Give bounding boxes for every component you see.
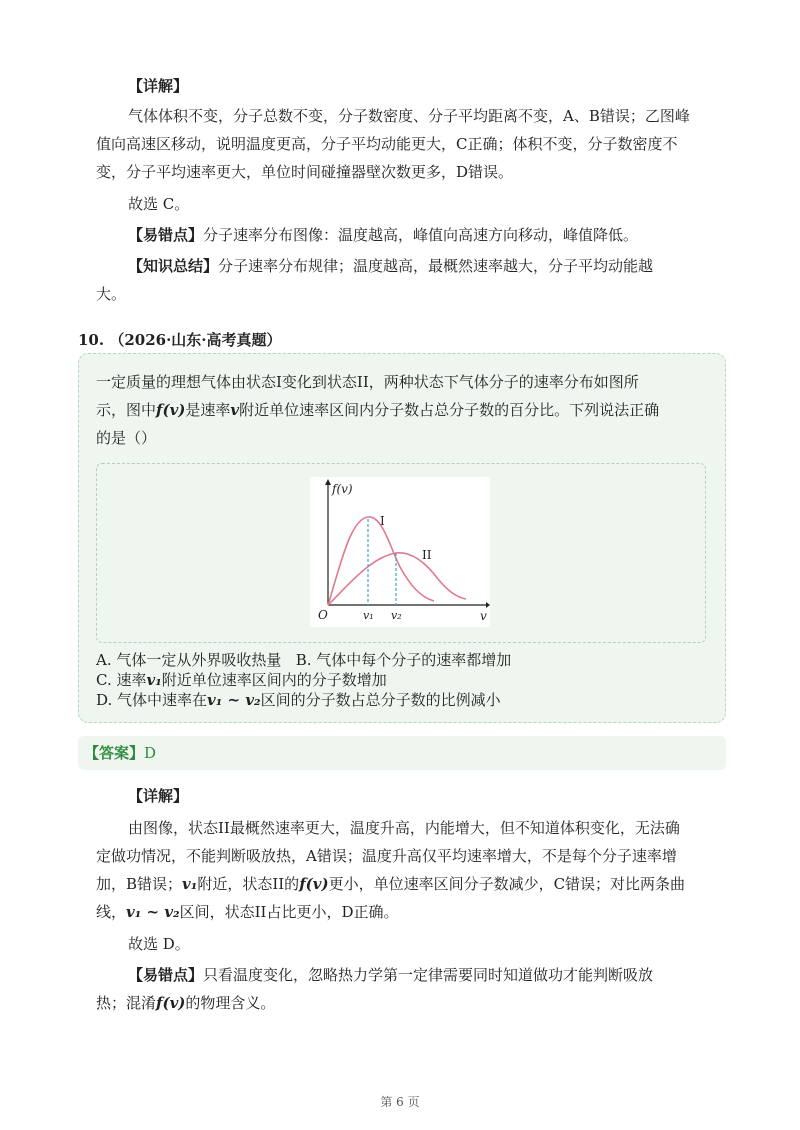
error-text: 只看温度变化，忽略热力学第一定律需要同时知道做功才能判断吸放 [203, 966, 654, 984]
summary [128, 252, 653, 280]
option-c-text: C. 速率 [96, 671, 147, 689]
detail-heading: 【详解】 [128, 77, 189, 95]
question-header: 10. （2026·山东·高考真题） [78, 331, 282, 349]
y-axis-label: f(v) [332, 482, 353, 496]
origin-label: O [318, 608, 328, 622]
error-point [128, 961, 653, 989]
option-d [96, 690, 501, 710]
option-b: B. 气体中每个分子的速率都增加 [295, 651, 512, 669]
question-line: 的是（） [96, 429, 157, 447]
question-line [96, 396, 659, 424]
detail-heading: 【详解】 [128, 787, 189, 805]
error-text: 分子速率分布图像：温度越高，峰值向高速方向移动，峰值降低。 [203, 226, 639, 244]
speed-distribution-figure [310, 477, 490, 627]
answer-value: D [144, 744, 157, 762]
choice-line: 故选 C。 [128, 195, 190, 213]
math-v1-v2: v₁ ~ v₂ [126, 903, 180, 921]
answer-box [78, 736, 726, 770]
error-point [128, 221, 638, 249]
question-text: 附近单位速率区间内分子数占总分子数的百分比。下列说法正确 [239, 401, 660, 419]
x-axis-label: v [480, 609, 487, 623]
math-v1: v₁ [182, 875, 198, 893]
summary-label: 【知识总结】 [128, 257, 219, 275]
math-fv: f(v) [156, 401, 186, 419]
question-text: 是速率 [185, 401, 231, 419]
math-v1-v2: v₁ ~ v₂ [207, 691, 261, 709]
detail-text: 区间，状态II占比更小，D正确。 [179, 903, 399, 921]
error-label: 【易错点】 [128, 226, 204, 244]
question-line: 一定质量的理想气体由状态I变化到状态II，两种状态下气体分子的速率分布如图所 [96, 373, 639, 391]
answer-label: 【答案】 [84, 744, 145, 762]
detail-line: 定做功情况，不能判断吸放热，A错误；温度升高仅平均速率增大，不是每个分子速率增 [96, 847, 677, 865]
summary-text: 分子速率分布规律；温度越高，最概然速率越大，分子平均动能越 [218, 257, 654, 275]
curve2-label: II [422, 548, 432, 562]
v1-label: v₁ [363, 609, 374, 622]
detail-line: 值向高速区移动，说明温度更高，分子平均动能更大，C正确；体积不变，分子数密度不 [96, 135, 678, 153]
math-v: v [230, 401, 240, 419]
option-d-text: 区间的分子数占总分子数的比例减小 [260, 691, 501, 709]
math-fv: f(v) [156, 994, 186, 1012]
detail-text: 更小，单位速率区间分子数减少，C错误；对比两条曲 [328, 875, 686, 893]
y-axis-arrow [325, 479, 331, 485]
detail-line [96, 898, 399, 926]
error-label: 【易错点】 [128, 966, 204, 984]
error-text: 的物理含义。 [185, 994, 276, 1012]
page-number: 第 6 页 [380, 1095, 420, 1109]
option-d-text: D. 气体中速率在 [96, 691, 208, 709]
summary-line: 大。 [96, 285, 127, 303]
option-c-text: 附近单位速率区间内的分子数增加 [161, 671, 387, 689]
option-c [96, 670, 387, 690]
option-row-ab [96, 650, 511, 670]
detail-line: 变，分子平均速率更大，单位时间碰撞器壁次数更多，D错误。 [96, 163, 514, 181]
question-text: 示，图中 [96, 401, 157, 419]
math-v1: v₁ [146, 671, 162, 689]
detail-text: 附近，状态II的 [197, 875, 300, 893]
v2-label: v₂ [391, 609, 402, 622]
x-axis-arrow [486, 602, 490, 608]
error-text: 热；混淆 [96, 994, 157, 1012]
error-line [96, 989, 275, 1017]
answer [84, 739, 156, 767]
detail-line: 由图像，状态II最概然速率更大，温度升高，内能增大，但不知道体积变化，无法确 [128, 819, 680, 837]
detail-text: 线， [96, 903, 127, 921]
curve1-label: I [380, 514, 385, 528]
math-fv: f(v) [299, 875, 329, 893]
detail-text: 加，B错误； [96, 875, 183, 893]
choice-line: 故选 D。 [128, 935, 190, 953]
curve-state-1 [328, 517, 434, 605]
detail-line: 气体体积不变，分子总数不变，分子数密度、分子平均距离不变，A、B错误；乙图峰 [128, 107, 690, 125]
detail-line [96, 870, 685, 898]
option-a: A. 气体一定从外界吸收热量 [96, 651, 282, 669]
